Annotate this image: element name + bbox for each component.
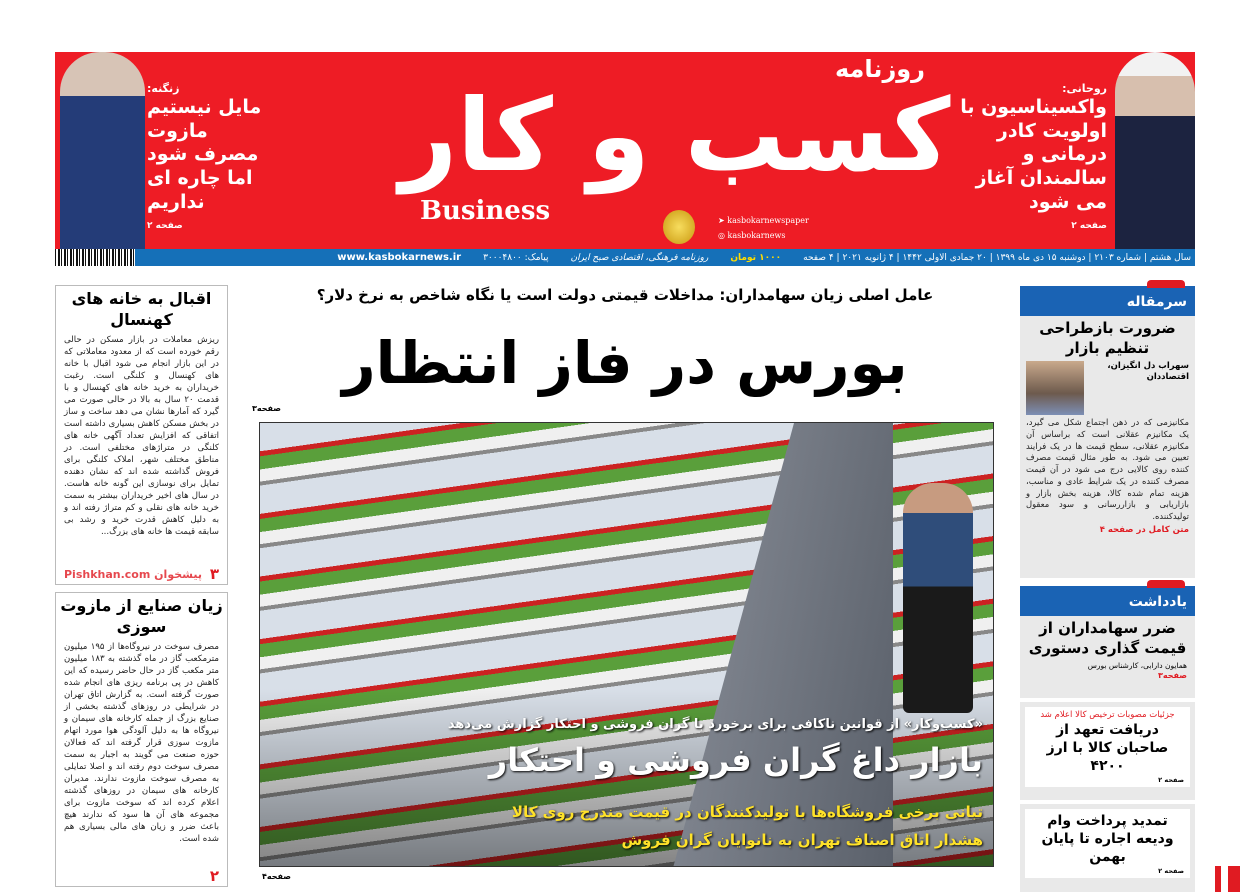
headline-page: صفحه۳ bbox=[252, 404, 281, 413]
editorial-title: ضرورت بازطراحی تنظیم بازار bbox=[1039, 319, 1176, 357]
masthead bbox=[55, 52, 1195, 249]
telegram-handle bbox=[718, 216, 809, 226]
website-link[interactable]: www.kasbokarnews.ir bbox=[337, 252, 462, 263]
story-title: تمدید پرداخت وام ودیعه اجاره تا پایان بهمن bbox=[1041, 813, 1174, 866]
story-loan[interactable] bbox=[1020, 804, 1195, 892]
note-author: همایون دارابی، کارشناس بورس bbox=[1087, 661, 1187, 670]
rouhani-photo bbox=[1115, 52, 1195, 249]
editorial[interactable] bbox=[1020, 286, 1195, 578]
left-masthead-story[interactable] bbox=[147, 82, 262, 232]
photo-subhead-1: تبانی برخی فروشگاه‌ها با تولیدکنندگان در قیمت مندرج روی کالا bbox=[511, 803, 983, 821]
price: ۱۰۰۰ تومان bbox=[730, 252, 782, 263]
story-kicker: جزئیات مصوبات ترخیص کالا اعلام شد bbox=[1040, 710, 1175, 720]
story-page: صفحه ۲ bbox=[147, 220, 183, 231]
instagram-handle bbox=[718, 231, 785, 241]
gold-coin-icon bbox=[663, 210, 695, 244]
main-headline[interactable]: بورس در فاز انتظار bbox=[342, 329, 908, 397]
left-story-1[interactable] bbox=[55, 285, 228, 585]
story-source: روحانی: bbox=[1062, 82, 1107, 95]
photo-headline: بازار داغ گران فروشی و احتکار bbox=[488, 741, 983, 779]
story-body: مصرف سوخت در نیروگاه‌ها از ۱۹۵ میلیون مترمکعب گاز در ماه گذشته به ۱۸۳ میلیون متر مکعب گاز در حال حاضر رسیده که این کاهش در پی برنامه ریزی های انجام شده صورت گرفته است. به گزارش اتاق تهران در شرایطی در روزهای گذشته بخشی از صنایع بزرگ از جمله کارخانه های سیمان و نیروگاه ها به دلیل آلودگی هوا مورد اتهام مازوت سوزی قرار گرفته اند که فعالان حوزه صنعت می گویند به اجبار به سمت مصرف سوخت دوم رفته اند و اصلا تمایلی به مصرف سوخت مازوت ندارند. مدیران کارخانه های سیمان در روزهای گذشته اعلام کرده اند که سوخت مازوت برای مجموعه های آن ها سود که ندارند هیچ باعث ضرر و زیان های مالی بسیاری هم شده است. bbox=[64, 641, 219, 845]
business-label: Business bbox=[420, 196, 551, 226]
sms-number: پیامک: ۳۰۰۰۴۸۰۰ bbox=[483, 252, 549, 263]
note[interactable] bbox=[1020, 586, 1195, 698]
story-headline: واکسیناسیون با اولویت کادر درمانی و سالمندان آغاز می شود bbox=[960, 95, 1107, 213]
story-customs[interactable] bbox=[1020, 702, 1195, 800]
aisle-floor bbox=[673, 423, 893, 867]
ruznameh-label: روزنامه bbox=[835, 55, 925, 83]
photo-page: صفحه۴ bbox=[262, 872, 291, 881]
read-more-link[interactable]: متن کامل در صفحه ۴ bbox=[1099, 524, 1189, 535]
issue-info: سال هشتم | شماره ۲۱۰۳ | دوشنبه ۱۵ دی ماه ۱۳۹۹ | ۲۰ جمادی الاولی ۱۴۴۲ | ۴ ژانویه ۲۰۲۱ | ۴ صفحه bbox=[803, 252, 1191, 263]
photo-subhead-2: هشدار اتاق اصناف تهران به نانوایان گران فروش bbox=[621, 831, 983, 849]
left-story-2[interactable] bbox=[55, 592, 228, 887]
watermark: پیشخوان Pishkhan.com bbox=[64, 567, 202, 581]
story-source: زنگنه: bbox=[147, 82, 180, 95]
editorial-author: سهراب دل انگیزان، اقتصاددان bbox=[1107, 361, 1189, 383]
photo-kicker: «کسب‌وکار» از قوانین ناکافی برای برخورد با گران فروشی و احتکار گزارش می‌دهد bbox=[447, 717, 983, 732]
supermarket-photo[interactable] bbox=[259, 422, 994, 867]
telegram-text: kasbokarnewspaper bbox=[727, 216, 809, 225]
editorial-body: مکانیزمی که در ذهن اجتماع شکل می گیرد، یک مکانیزم عقلانی است که براساس آن مکانیزم عقلانی، سطح قیمت ها در یک فرایند تعیین می شود. به طور مثال قیمت مصرف کننده روی کالایی درج می شود در آن قیمت مصرف کننده در یک شرایط عادی و مناسب، هزینه تمام شده کالا، هزینه بخش بازار و بازاریابی و بازاررسانی و سود معقول تولیدکننده. bbox=[1026, 417, 1189, 522]
newspaper-logo: کسب و کار bbox=[399, 77, 951, 194]
note-title: ضرر سهامداران از قیمت گذاری دستوری bbox=[1028, 619, 1187, 657]
story-footer bbox=[56, 564, 227, 584]
story-title: اقبال به خانه های کهنسال bbox=[71, 289, 212, 329]
author-photo bbox=[1026, 361, 1084, 415]
story-page: صفحه ۲ bbox=[1158, 866, 1184, 875]
story-title: دریافت تعهد از صاحبان کالا با ارز ۴۲۰۰ bbox=[1046, 722, 1169, 775]
story-headline: مایل نیستیم مازوت مصرف شود اما چاره ای نداریم bbox=[147, 95, 262, 213]
barcode bbox=[55, 249, 135, 266]
zanganeh-photo bbox=[60, 52, 145, 249]
editorial-section-header: سرمقاله bbox=[1020, 286, 1195, 316]
note-section-header: یادداشت bbox=[1020, 586, 1195, 616]
info-bar bbox=[55, 249, 1195, 266]
note-page: صفحه۳ bbox=[1158, 670, 1187, 680]
story-title: زیان صنایع از مازوت سوزی bbox=[60, 596, 223, 636]
tagline: روزنامه فرهنگی، اقتصادی صبح ایران bbox=[570, 252, 709, 263]
instagram-text: kasbokarnews bbox=[727, 231, 786, 240]
right-masthead-story[interactable] bbox=[957, 82, 1107, 232]
telegram-icon: ➤ bbox=[718, 216, 728, 225]
edge-marker bbox=[1228, 866, 1240, 892]
shopper-figure bbox=[903, 483, 973, 713]
story-page: صفحه ۲ bbox=[1158, 775, 1184, 784]
page-number: ۲ bbox=[209, 867, 219, 885]
story-body: ریزش معاملات در بازار مسکن در حالی رقم خورده است که از معدود معاملاتی که در این بازار انجام می شود اقبال با خانه های کهنسال و کلنگی است. رغبت خریداران به خرید خانه های کهنسال و با قدمت ۲۰ سال به بالا در حالی صورت می گیرد که آمارها نشان می دهد ساخت و ساز در بخش مسکن کاهش بسیاری داشته است اتفاقی که افزایش تعداد آگهی خانه های کلنگی در مترا‌ژهای مختلفی است. در مناطق مختلف شهر، املاک کلنگی برای فروش گذاشته شده اند که نشان دهنده تمایل برای نوسازی این گونه خانه هاست. در سال های اخیر خریداران بیشتر به سمت خرید خانه های نقلی و کم متراژ رفته اند و به دلیل کاهش قدرت خرید و رشد بی سابقه قیمت ها خانه های بزرگ... bbox=[64, 334, 219, 538]
story-footer bbox=[56, 866, 227, 886]
page-number: ۳ bbox=[209, 565, 219, 583]
instagram-icon: ◎ bbox=[718, 231, 728, 240]
main-kicker: عامل اصلی زیان سهامداران: مداخلات قیمتی دولت است یا نگاه شاخص به نرخ دلار؟ bbox=[316, 286, 934, 304]
edge-marker bbox=[1215, 866, 1221, 892]
story-page: صفحه ۲ bbox=[1071, 220, 1107, 231]
